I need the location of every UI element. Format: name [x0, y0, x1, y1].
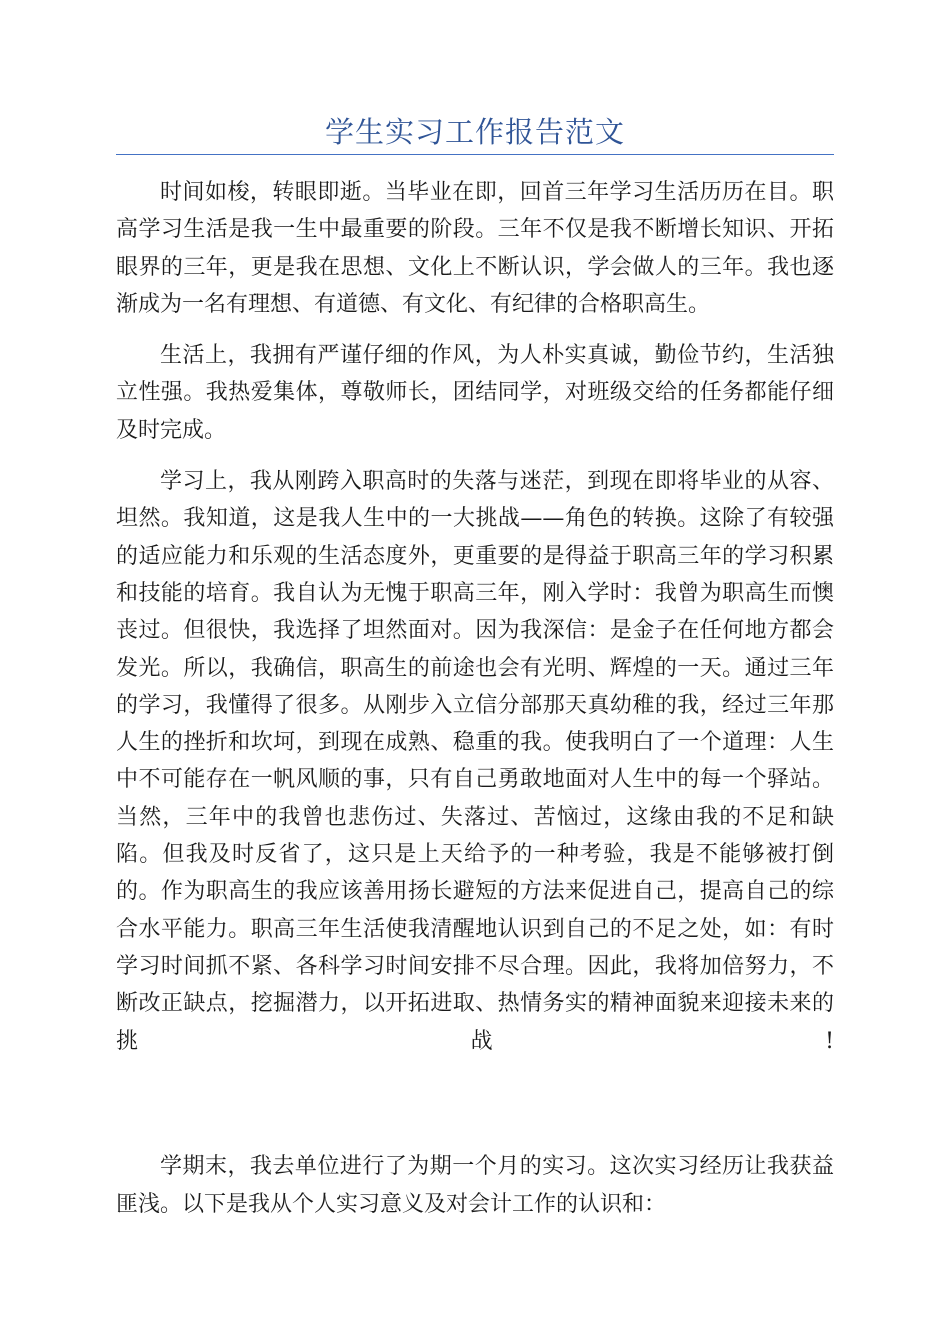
text-line: 学期末，我去单位进行了为期一个月的实习。这次实习经历让我获益 [160, 1154, 834, 1180]
text-line: 发光。所以，我确信，职高生的前途也会有光明、辉煌的一天。通过三年 [116, 655, 834, 681]
page-title: 学生实习工作报告范文 [324, 115, 625, 149]
text-line: 立性强。我热爱集体，尊敬师长，团结同学，对班级交给的任务都能仔细 [116, 380, 834, 406]
text-line: 渐成为一名有理想、有道德、有文化、有纪律的合格职高生。 [116, 291, 711, 317]
text-line: 及时完成。 [116, 417, 227, 443]
text-line: 的学习，我懂得了很多。从刚步入立信分部那天真幼稚的我，经过三年那 [116, 692, 834, 718]
text-line [116, 1060, 834, 1097]
text-line: 合水平能力。职高三年生活使我清醒地认识到自己的不足之处，如：有时 [116, 916, 834, 942]
text-line: 生活上，我拥有严谨仔细的作风，为人朴实真诚，勤俭节约，生活独 [160, 343, 834, 369]
text-line: 学习上，我从刚跨入职高时的失落与迷茫，到现在即将毕业的从容、 [160, 469, 834, 495]
text-line: 丧过。但很快，我选择了坦然面对。因为我深信：是金子在任何地方都会 [116, 618, 834, 644]
text-line: 坦然。我知道，这是我人生中的一大挑战——角色的转换。这除了有较强 [116, 506, 834, 532]
document-body [116, 174, 834, 1237]
text-line: 高学习生活是我一生中最重要的阶段。三年不仅是我不断增长知识、开拓 [116, 217, 834, 243]
text-line: 学习时间抓不紧、各科学习时间安排不尽合理。因此，我将加倍努力，不 [116, 953, 834, 979]
text-line: 的适应能力和乐观的生活态度外，更重要的是得益于职高三年的学习积累 [116, 543, 834, 569]
paragraph [116, 337, 834, 449]
paragraph [116, 463, 834, 1134]
text-line: 中不可能存在一帆风顺的事，只有自己勇敢地面对人生中的每一个驿站。 [116, 767, 834, 793]
text-line: 陷。但我及时反省了，这只是上天给予的一种考验，我是不能够被打倒 [116, 842, 834, 868]
text-line: 眼界的三年，更是我在思想、文化上不断认识，学会做人的三年。我也逐 [116, 254, 834, 280]
text-line: 人生的挫折和坎坷，到现在成熟、稳重的我。使我明白了一个道理：人生 [116, 730, 834, 756]
title-underline [116, 154, 834, 155]
text-line [116, 1097, 834, 1134]
paragraph [116, 1148, 834, 1223]
text-line: 匪浅。以下是我从个人实习意义及对会计工作的认识和： [116, 1191, 667, 1217]
text-line: 时间如梭，转眼即逝。当毕业在即，回首三年学习生活历历在目。职 [160, 180, 834, 205]
text-line: 和技能的培育。我自认为无愧于职高三年，刚入学时：我曾为职高生而懊 [116, 580, 834, 606]
text-line: 的。作为职高生的我应该善用扬长避短的方法来促进自己，提高自己的综 [116, 879, 834, 905]
text-line: 挑战! [116, 1028, 834, 1054]
paragraph [116, 174, 834, 323]
text-line: 断改正缺点，挖掘潜力，以开拓进取、热情务实的精神面貌来迎接未来的 [116, 991, 834, 1017]
text-line: 当然，三年中的我曾也悲伤过、失落过、苦恼过，这缘由我的不足和缺 [116, 804, 834, 830]
